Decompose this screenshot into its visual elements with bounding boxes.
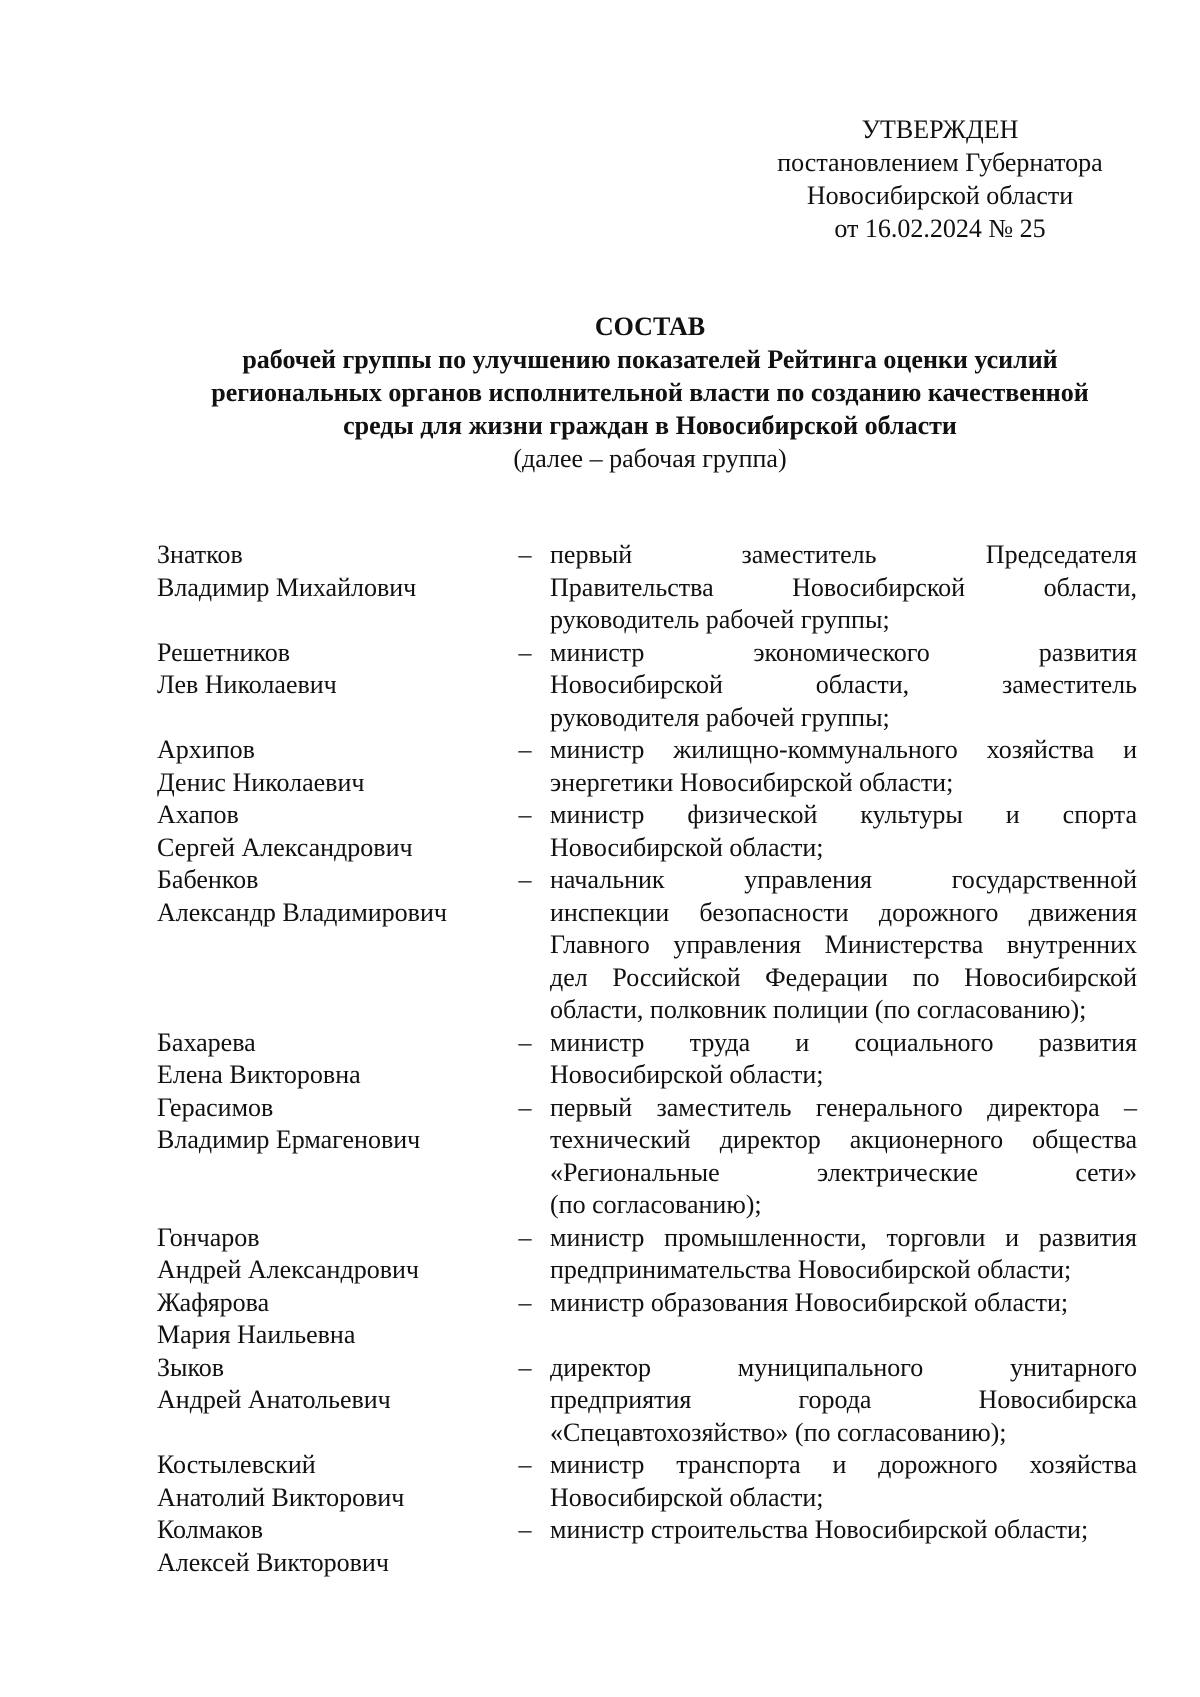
member-role-line: дел Российской Федерации по Новосибирской bbox=[550, 962, 1137, 992]
member-role bbox=[550, 1222, 1137, 1287]
member-role bbox=[550, 1514, 1137, 1579]
member-role-line: министр образования Новосибирской области; bbox=[550, 1287, 1069, 1317]
member-surname: Гончаров bbox=[157, 1222, 260, 1252]
member-role-line: начальник управления государственной bbox=[550, 865, 1137, 894]
member-surname: Герасимов bbox=[157, 1092, 274, 1122]
member-given-names: Елена Викторовна bbox=[157, 1060, 361, 1089]
member-role-line: энергетики Новосибирской области; bbox=[550, 767, 954, 797]
member-role bbox=[550, 637, 1137, 735]
member-role-line: руководителя рабочей группы; bbox=[550, 702, 890, 732]
member-dash: – bbox=[518, 865, 532, 894]
member-role-line: Главного управления Министерства внутренних bbox=[550, 930, 1137, 959]
member-row bbox=[157, 864, 1137, 1027]
member-role-line: технический директор акционерного общества bbox=[550, 1125, 1137, 1154]
member-role-line: министр экономического развития bbox=[550, 637, 1137, 667]
member-given-names: Владимир Ермагенович bbox=[157, 1125, 421, 1154]
member-role-line: директор муниципального унитарного bbox=[550, 1352, 1137, 1382]
member-given-names: Владимир Михайлович bbox=[157, 572, 417, 602]
member-role-line: руководитель рабочей группы; bbox=[550, 605, 890, 634]
member-role-line: инспекции безопасности дорожного движения bbox=[550, 897, 1137, 927]
member-role-line: «Спецавтохозяйство» (по согласованию); bbox=[550, 1417, 1007, 1447]
member-role-line: министр труда и социального развития bbox=[550, 1027, 1137, 1057]
member-role-line: первый заместитель Председателя bbox=[550, 540, 1137, 569]
member-surname: Бахарева bbox=[157, 1027, 256, 1057]
member-dash: – bbox=[518, 1092, 532, 1122]
member-role bbox=[550, 539, 1137, 637]
member-name bbox=[157, 1352, 500, 1450]
member-name bbox=[157, 864, 500, 1027]
member-surname: Колмаков bbox=[157, 1515, 264, 1544]
member-role-line: Новосибирской области; bbox=[550, 832, 824, 862]
member-given-names: Мария Наильевна bbox=[157, 1320, 356, 1349]
member-row bbox=[157, 1222, 1137, 1287]
member-role-line: Новосибирской области, заместитель bbox=[550, 670, 1137, 699]
members-list bbox=[157, 539, 1137, 1579]
approval-decree-label: постановлением Губернатора bbox=[777, 148, 1103, 177]
approval-stamp-block bbox=[740, 113, 1140, 245]
member-row bbox=[157, 539, 1137, 637]
member-dash: – bbox=[518, 637, 532, 667]
member-surname: Архипов bbox=[157, 735, 255, 764]
member-given-names: Андрей Александрович bbox=[157, 1255, 419, 1284]
member-dash: – bbox=[518, 540, 532, 569]
member-dash: – bbox=[518, 1450, 532, 1479]
member-role-line: первый заместитель генерального директора – bbox=[550, 1092, 1137, 1122]
member-given-names: Сергей Александрович bbox=[157, 832, 413, 862]
member-surname: Знатков bbox=[157, 540, 243, 569]
approval-region: Новосибирской области bbox=[806, 181, 1074, 210]
member-surname: Ахапов bbox=[157, 800, 239, 829]
member-row bbox=[157, 1449, 1137, 1514]
member-role-line: (по согласованию); bbox=[550, 1190, 762, 1219]
member-name bbox=[157, 1222, 500, 1287]
member-surname: Костылевский bbox=[157, 1450, 316, 1479]
member-surname: Бабенков bbox=[157, 865, 259, 894]
member-role-line: предприятия города Новосибирска bbox=[550, 1385, 1137, 1414]
member-role-line: министр физической культуры и спорта bbox=[550, 800, 1137, 829]
member-given-names: Денис Николаевич bbox=[157, 767, 365, 797]
member-role-line: министр транспорта и дорожного хозяйства bbox=[550, 1450, 1137, 1479]
member-role-line: области, полковник полиции (по согласованию); bbox=[550, 995, 1087, 1024]
approval-date-number: от 16.02.2024 № 25 bbox=[834, 214, 1046, 243]
member-role bbox=[550, 864, 1137, 1027]
member-name bbox=[157, 1092, 500, 1222]
member-name bbox=[157, 1449, 500, 1514]
member-name bbox=[157, 637, 500, 735]
member-surname: Решетников bbox=[157, 637, 290, 667]
member-row bbox=[157, 1092, 1137, 1222]
member-dash: – bbox=[518, 1222, 532, 1252]
member-row bbox=[157, 734, 1137, 799]
member-role-line: предпринимательства Новосибирской области; bbox=[550, 1255, 1072, 1284]
member-row bbox=[157, 637, 1137, 735]
member-given-names: Александр Владимирович bbox=[157, 897, 447, 927]
document-subtitle-line: рабочей группы по улучшению показателей Рейтинга оценки усилий bbox=[242, 345, 1058, 374]
member-role bbox=[550, 1092, 1137, 1222]
member-role bbox=[550, 799, 1137, 864]
member-surname: Зыков bbox=[157, 1352, 225, 1382]
member-role-line: Новосибирской области; bbox=[550, 1482, 824, 1512]
member-name bbox=[157, 799, 500, 864]
member-role-line: министр промышленности, торговли и развития bbox=[550, 1222, 1137, 1252]
document-note: (далее – рабочая группа) bbox=[513, 444, 787, 473]
member-role bbox=[550, 734, 1137, 799]
document-heading: СОСТАВ bbox=[594, 312, 706, 341]
member-role bbox=[550, 1449, 1137, 1514]
member-row bbox=[157, 1287, 1137, 1352]
member-name bbox=[157, 1514, 500, 1579]
member-dash: – bbox=[518, 1515, 532, 1544]
member-row bbox=[157, 1514, 1137, 1579]
member-row bbox=[157, 1352, 1137, 1450]
approval-heading: УТВЕРЖДЕН bbox=[861, 115, 1019, 144]
member-role-line: Правительства Новосибирской области, bbox=[550, 572, 1137, 602]
member-dash: – bbox=[518, 1027, 532, 1057]
document-title-block bbox=[120, 310, 1180, 475]
member-dash: – bbox=[518, 1287, 532, 1317]
member-dash: – bbox=[518, 735, 532, 764]
member-role-line: министр строительства Новосибирской области; bbox=[550, 1515, 1089, 1544]
member-role-line: Новосибирской области; bbox=[550, 1060, 824, 1089]
member-row bbox=[157, 799, 1137, 864]
member-name bbox=[157, 539, 500, 637]
member-role bbox=[550, 1352, 1137, 1450]
member-name bbox=[157, 734, 500, 799]
member-given-names: Лев Николаевич bbox=[157, 670, 337, 699]
member-dash: – bbox=[518, 800, 532, 829]
member-given-names: Алексей Викторович bbox=[157, 1547, 389, 1577]
document-subtitle-line: среды для жизни граждан в Новосибирской области bbox=[343, 411, 957, 440]
member-row bbox=[157, 1027, 1137, 1092]
member-given-names: Анатолий Викторович bbox=[157, 1482, 405, 1512]
document-subtitle bbox=[120, 343, 1180, 442]
member-role bbox=[550, 1027, 1137, 1092]
member-name bbox=[157, 1027, 500, 1092]
member-name bbox=[157, 1287, 500, 1352]
member-role-line: министр жилищно-коммунального хозяйства и bbox=[550, 735, 1137, 764]
member-role-line: «Региональные электрические сети» bbox=[550, 1157, 1137, 1187]
member-dash: – bbox=[518, 1352, 532, 1382]
member-role bbox=[550, 1287, 1137, 1352]
document-subtitle-line: региональных органов исполнительной власти по созданию качественной bbox=[211, 378, 1089, 407]
member-surname: Жафярова bbox=[157, 1287, 270, 1317]
member-given-names: Андрей Анатольевич bbox=[157, 1385, 391, 1414]
